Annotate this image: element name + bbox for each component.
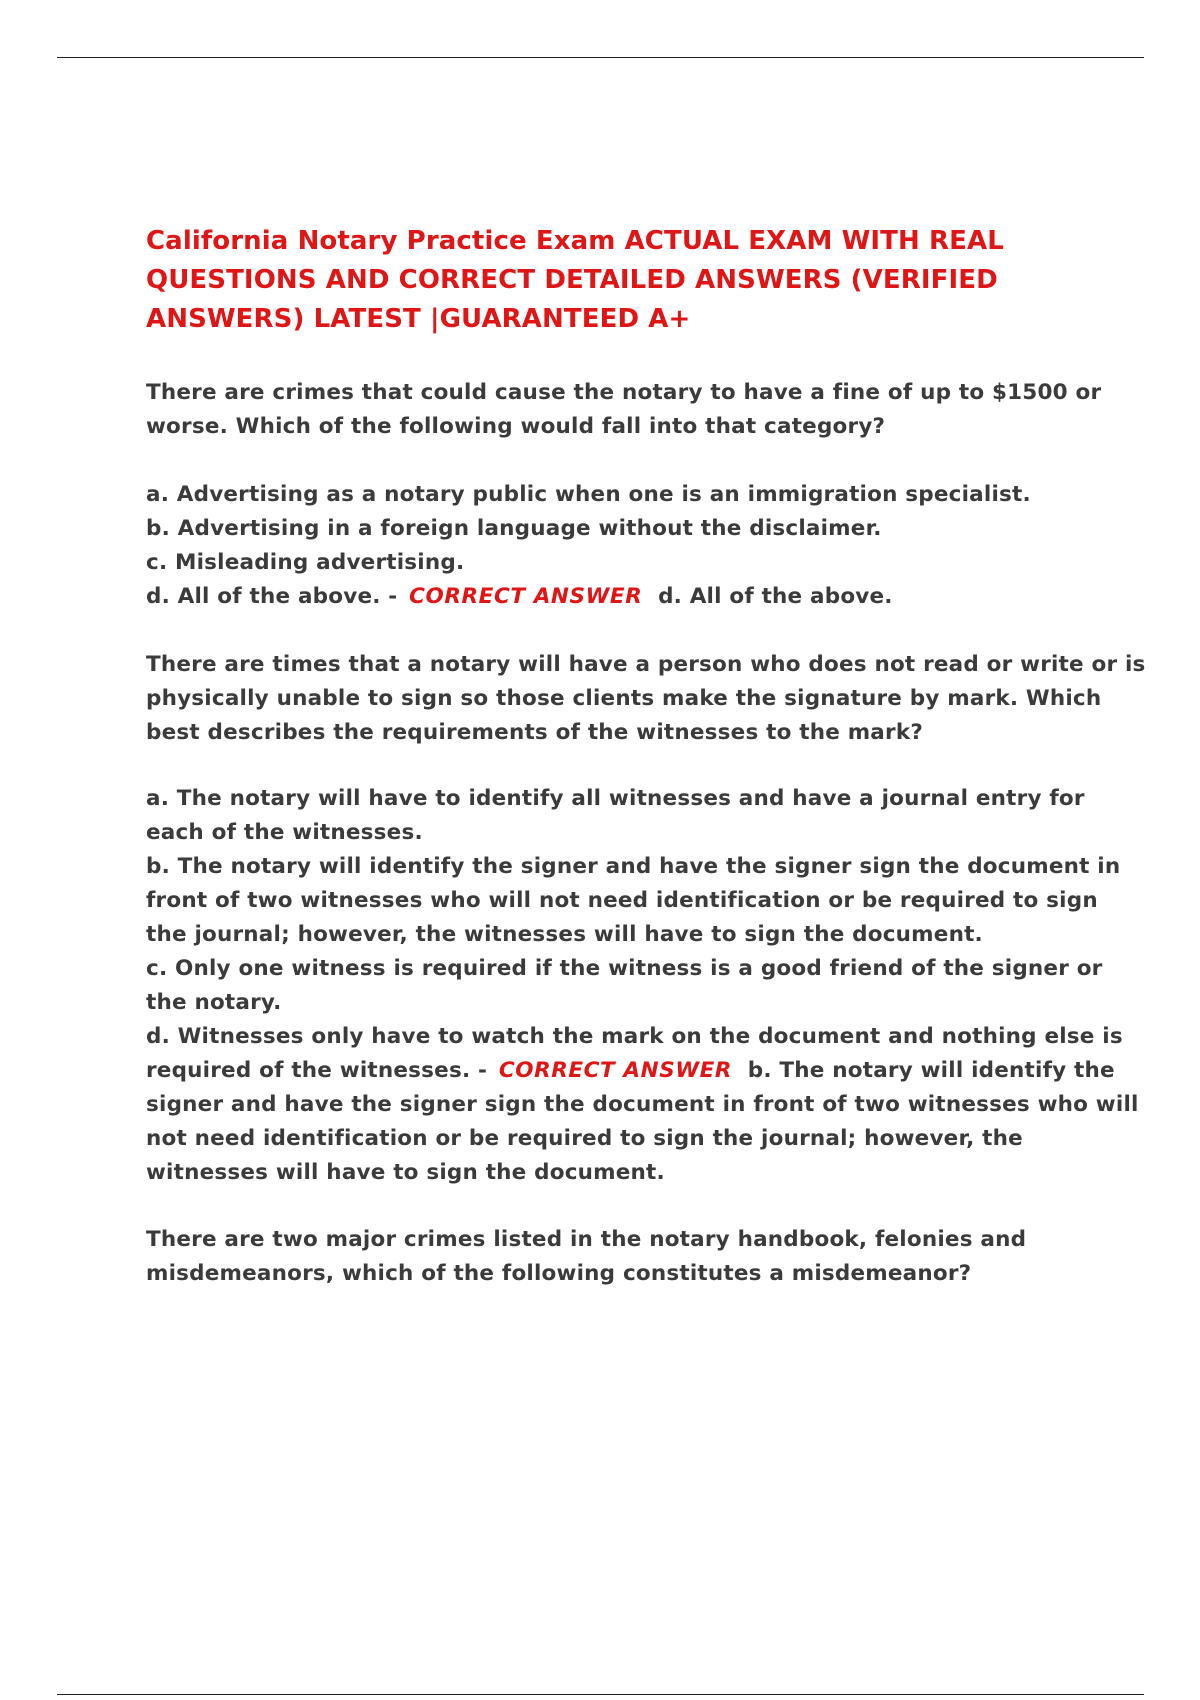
answer-option-c: c. Misleading advertising. (146, 550, 465, 575)
answer-option-a: a. The notary will have to identify all witnesses and have a journal entry for each of the witnesses. (146, 786, 1085, 845)
correct-answer-marker: CORRECT ANSWER (498, 1058, 733, 1083)
question-block-1 (146, 376, 1146, 614)
question-stem: There are times that a notary will have a person who does not read or write or is physically unable to sign so those clients make the signature by mark. Which best describes the requirements of the witnesses to the mark? (146, 652, 1146, 745)
correct-answer-text: b. The notary will identify the signer and have the signer sign the document in front of two witnesses who will not need identification or be required to sign the journal; however, the witnesses will have to sign the document. (146, 1058, 1139, 1185)
question-stem: There are crimes that could cause the notary to have a fine of up to $1500 or worse. Which of the following would fall into that category? (146, 380, 1102, 439)
answer-option-c: c. Only one witness is required if the witness is a good friend of the signer or the notary. (146, 956, 1103, 1015)
document-body (146, 222, 1146, 1325)
correct-answer-text: d. All of the above. (658, 584, 893, 609)
answer-option-d (146, 580, 1146, 614)
footer-rule (57, 1694, 1144, 1695)
answer-option-d (146, 1020, 1146, 1190)
answer-option-d-text: d. All of the above. - (146, 584, 398, 609)
answer-option-d-text: d. Witnesses only have to watch the mark on the document and nothing else is required of the witnesses. - (146, 1024, 1123, 1083)
answer-option-b: b. Advertising in a foreign language without the disclaimer. (146, 516, 882, 541)
document-title: California Notary Practice Exam ACTUAL EXAM WITH REAL QUESTIONS AND CORRECT DETAILED ANSWERS (VERIFIED ANSWERS) LATEST |GUARANTEED A+ (146, 226, 1004, 334)
answer-option-a: a. Advertising as a notary public when one is an immigration specialist. (146, 482, 1031, 507)
answer-option-b: b. The notary will identify the signer and have the signer sign the document in front of two witnesses who will not need identification or be required to sign the journal; however, the witnesses will have to sign the document. (146, 854, 1121, 947)
question-block-3 (146, 1223, 1146, 1291)
question-block-2 (146, 648, 1146, 1190)
correct-answer-marker: CORRECT ANSWER (409, 584, 643, 609)
question-stem: There are two major crimes listed in the notary handbook, felonies and misdemeanors, which of the following constitutes a misdemeanor? (146, 1227, 1027, 1286)
header-rule (57, 57, 1144, 58)
